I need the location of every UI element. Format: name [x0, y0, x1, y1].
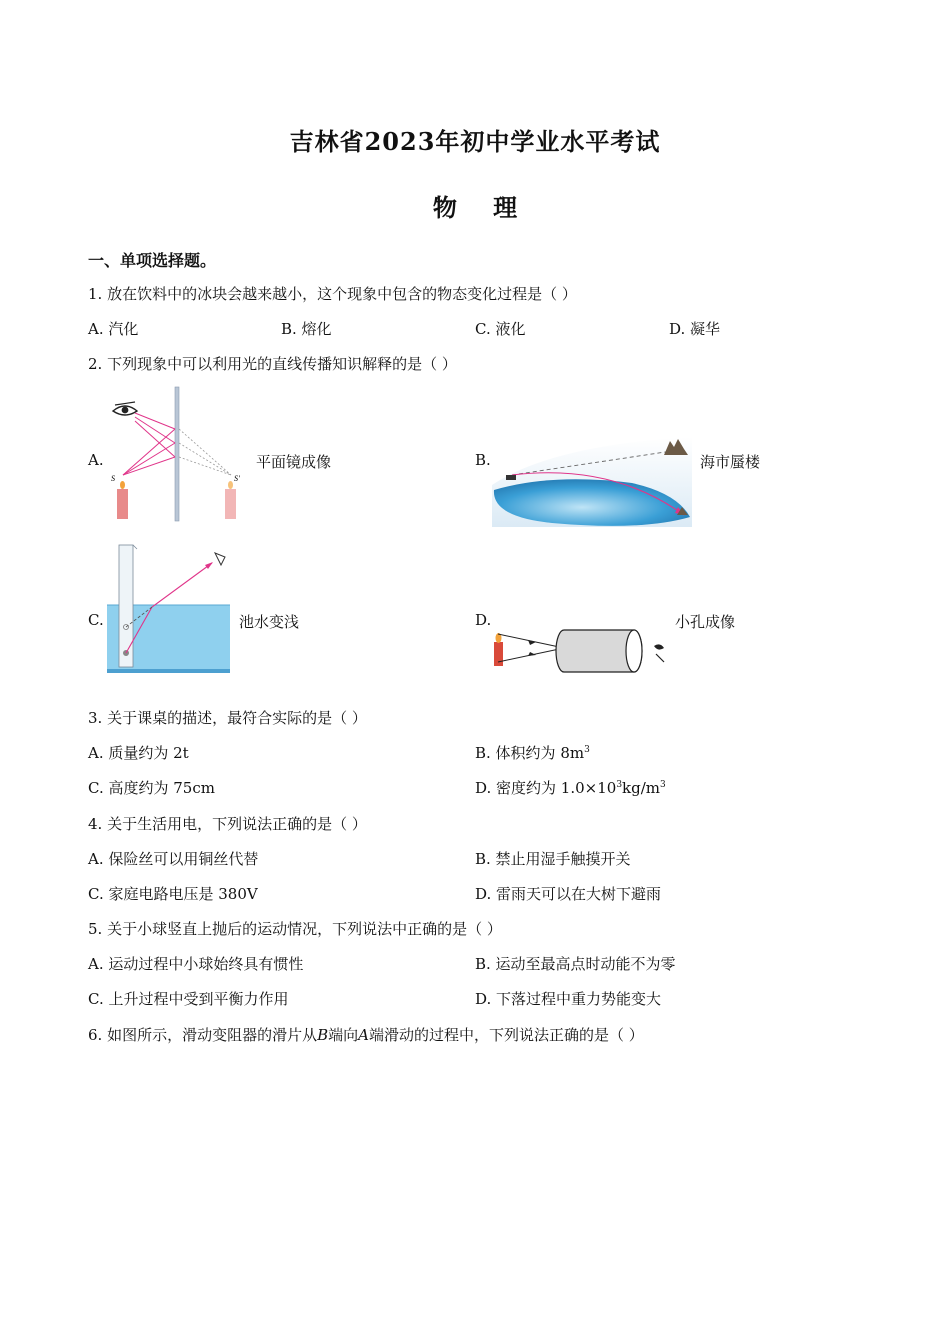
q3-option-d-sup1: 3	[616, 780, 623, 790]
q6-point-a: A	[358, 1026, 369, 1044]
q1-option-d[interactable]: D. 凝华	[669, 320, 721, 338]
q2-caption-b: 海市蜃楼	[700, 453, 761, 471]
q2-option-a[interactable]: A.	[88, 451, 104, 469]
mirage-figure	[492, 435, 692, 527]
label-s-prime: S'	[234, 474, 240, 483]
q6-text-3: 端滑动的过程中，下列说法正确的是（ ）	[368, 1026, 644, 1044]
q1-option-b[interactable]: B. 熔化	[281, 320, 332, 338]
q2-option-b[interactable]: B.	[475, 451, 491, 469]
question-4-stem: 4. 关于生活用电，下列说法正确的是（ ）	[88, 815, 367, 833]
pool-shallow-figure	[107, 545, 232, 677]
q3-option-d-sup2: 3	[660, 780, 666, 790]
q6-point-b: B	[317, 1026, 329, 1044]
q3-option-c[interactable]: C. 高度约为 75cm	[88, 779, 215, 797]
q6-text-2: 端向	[328, 1026, 359, 1044]
question-1-stem: 1. 放在饮料中的冰块会越来越小，这个现象中包含的物态变化过程是（ ）	[88, 285, 577, 303]
q1-option-c[interactable]: C. 液化	[475, 320, 526, 338]
q2-option-c[interactable]: C.	[88, 611, 104, 629]
question-3-stem: 3. 关于课桌的描述，最符合实际的是（ ）	[88, 709, 367, 727]
q4-option-d[interactable]: D. 雷雨天可以在大树下避雨	[475, 885, 662, 903]
q3-option-d[interactable]	[475, 777, 666, 798]
question-6-stem	[88, 1024, 644, 1045]
q3-option-a[interactable]: A. 质量约为 2t	[88, 744, 189, 762]
exam-title: 吉林省2023年初中学业水平考试	[289, 127, 661, 156]
q3-option-b-sup: 3	[584, 745, 590, 755]
q3-option-b[interactable]	[475, 742, 590, 763]
q4-option-a[interactable]: A. 保险丝可以用铜丝代替	[88, 850, 259, 868]
question-2-stem: 2. 下列现象中可以利用光的直线传播知识解释的是（ ）	[88, 355, 457, 373]
q5-option-b[interactable]: B. 运动至最高点时动能不为零	[475, 955, 676, 973]
q5-option-c[interactable]: C. 上升过程中受到平衡力作用	[88, 990, 289, 1008]
q3-option-d-text: D. 密度约为 1.0×10	[475, 779, 617, 797]
q1-option-a[interactable]: A. 汽化	[88, 320, 139, 338]
label-s: S	[111, 474, 115, 483]
plane-mirror-figure	[105, 385, 245, 525]
q3-option-b-text: B. 体积约为 8m	[475, 744, 585, 762]
question-5-stem: 5. 关于小球竖直上抛后的运动情况，下列说法中正确的是（ ）	[88, 920, 502, 938]
q3-option-d-unit: kg/m	[622, 779, 661, 797]
q5-option-d[interactable]: D. 下落过程中重力势能变大	[475, 990, 662, 1008]
q4-option-b[interactable]: B. 禁止用湿手触摸开关	[475, 850, 631, 868]
q2-caption-d: 小孔成像	[675, 613, 736, 631]
q2-option-d[interactable]: D.	[475, 611, 492, 629]
subject-title: 物 理	[432, 193, 532, 222]
q2-caption-a: 平面镜成像	[256, 453, 332, 471]
section-heading: 一、单项选择题。	[88, 251, 217, 270]
q6-text-1: 6. 如图所示，滑动变阻器的滑片从	[88, 1026, 318, 1044]
q2-caption-c: 池水变浅	[239, 613, 300, 631]
q5-option-a[interactable]: A. 运动过程中小球始终具有惯性	[88, 955, 304, 973]
q4-option-c[interactable]: C. 家庭电路电压是 380V	[88, 885, 258, 903]
pinhole-figure	[490, 620, 670, 680]
